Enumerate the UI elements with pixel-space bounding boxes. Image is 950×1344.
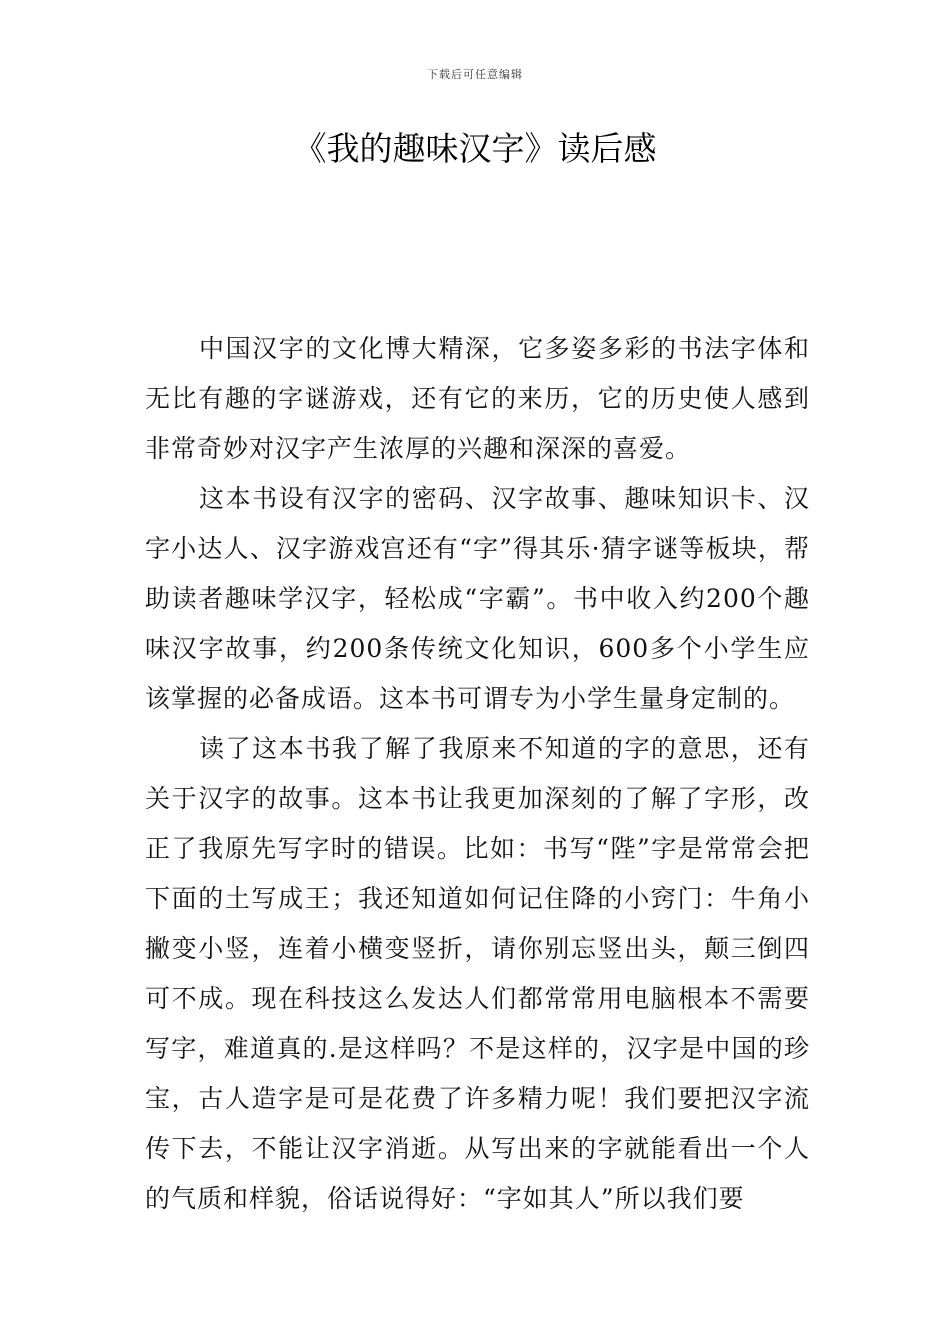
document-body xyxy=(145,324,810,1224)
paragraph-3: 读了这本书我了解了我原来不知道的字的意思，还有关于汉字的故事。这本书让我更加深刻的了解了字形，改正了我原先写字时的错误。比如：书写“陛”字是常常会把下面的土写成王；我还知道如何记住降的小窍门：牛角小撇变小竖，连着小横变竖折，请你别忘竖出头，颠三倒四可不成。现在科技这么发达人们都常常用电脑根本不需要写字，难道真的.是这样吗？不是这样的，汉字是中国的珍宝，古人造字是可是花费了许多精力呢！我们要把汉字流传下去，不能让汉字消逝。从写出来的字就能看出一个人的气质和样貌，俗话说得好：“字如其人”所以我们要 xyxy=(145,734,810,1213)
paragraph-1: 中国汉字的文化博大精深，它多姿多彩的书法字体和无比有趣的字谜游戏，还有它的来历，它的历史使人感到非常奇妙对汉字产生浓厚的兴趣和深深的喜爱。 xyxy=(145,334,810,463)
header-note: 下载后可任意编辑 xyxy=(427,68,523,81)
paragraph-2: 这本书设有汉字的密码、汉字故事、趣味知识卡、汉字小达人、汉字游戏宫还有“字”得其乐·猜字谜等板块，帮助读者趣味学汉字，轻松成“字霸”。书中收入约200个趣味汉字故事，约200条传统文化知识，600多个小学生应该掌握的必备成语。这本书可谓专为小学生量身定制的。 xyxy=(145,484,810,713)
page-title: 《我的趣味汉字》读后感 xyxy=(293,129,657,168)
